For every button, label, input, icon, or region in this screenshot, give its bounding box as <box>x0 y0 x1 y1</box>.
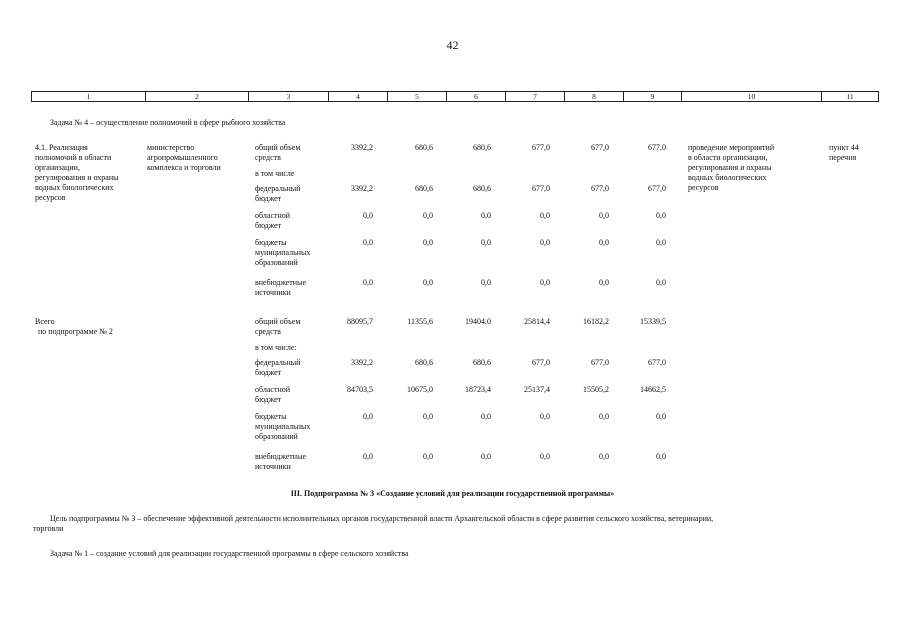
task4-row-5-value-1: 0,0 <box>363 238 373 247</box>
task4-row-6-value-5: 0,0 <box>599 278 609 287</box>
column-number-7: 7 <box>506 92 565 102</box>
task4-row-4-value-1: 0,0 <box>363 211 373 220</box>
task4-row-3-value-2: 680,6 <box>415 184 433 193</box>
column-number-3: 3 <box>249 92 329 102</box>
sub2-total-row-6-value-6: 0,0 <box>656 452 666 461</box>
subprogram3-title: III. Подпрограмма № 3 «Создание условий для реализации государственной программы» <box>290 489 615 498</box>
sub2-total-row-5-value-1: 0,0 <box>363 412 373 421</box>
sub2-total-row-3-label-line-1: федеральный <box>255 358 301 367</box>
column-number-4: 4 <box>329 92 388 102</box>
column-number-row <box>32 92 879 102</box>
column-number-5: 5 <box>388 92 447 102</box>
task4-row-5-value-2: 0,0 <box>423 238 433 247</box>
task4-row-4-value-3: 0,0 <box>481 211 491 220</box>
task4-row-1-value-5: 677,0 <box>591 143 609 152</box>
sub2-total-row-1-value-6: 15339,5 <box>640 317 666 326</box>
task4-row-1-label-line-2: средств <box>255 153 281 162</box>
sub2-total-row-3-value-6: 677,0 <box>648 358 666 367</box>
task4-row-1-value-1: 3392,2 <box>351 143 373 152</box>
sub2-total-row-5-value-3: 0,0 <box>481 412 491 421</box>
task4-result-line-2: в области организации, <box>688 153 768 162</box>
sub2-total-row-6-value-4: 0,0 <box>540 452 550 461</box>
task4-row-1-value-2: 680,6 <box>415 143 433 152</box>
task4-row-6-value-6: 0,0 <box>656 278 666 287</box>
sub2-total-row-3-value-1: 3392,2 <box>351 358 373 367</box>
task1-title: Задача № 1 – создание условий для реализации государственной программы в сфере сельского хозяйства <box>50 549 409 558</box>
sub2-total-row-5-value-6: 0,0 <box>656 412 666 421</box>
task4-row-5-value-5: 0,0 <box>599 238 609 247</box>
sub2-total-row-4-value-5: 15505,2 <box>583 385 609 394</box>
sub2-total-row-6-value-5: 0,0 <box>599 452 609 461</box>
sub2-total-row-1-value-1: 88095,7 <box>347 317 373 326</box>
task4-executor-line-1: министерство <box>147 143 195 152</box>
sub2-total-row-5-value-2: 0,0 <box>423 412 433 421</box>
task4-result-line-3: регулирования и охраны <box>688 163 772 172</box>
task4-row-6-label-line-2: источники <box>255 288 291 297</box>
task4-title: Задача № 4 – осуществление полномочий в сфере рыбного хозяйства <box>50 118 286 127</box>
column-number-6: 6 <box>447 92 506 102</box>
sub2-total-row-6-value-2: 0,0 <box>423 452 433 461</box>
sub2-total-row-6-label-line-1: внебюджетные <box>255 452 306 461</box>
task4-result-line-4: водных биологических <box>688 173 767 182</box>
task4-row-4-label-line-1: областной <box>255 211 291 220</box>
task4-result-line-5: ресурсов <box>688 183 719 192</box>
task4-row-6-value-1: 0,0 <box>363 278 373 287</box>
sub2-total-row-4-value-6: 14662,5 <box>640 385 666 394</box>
task4-row-1-value-4: 677,0 <box>532 143 550 152</box>
task4-row-3-value-4: 677,0 <box>532 184 550 193</box>
task4-row-2-label-line-1: в том числе <box>255 169 295 178</box>
task4-result-line-1: проведение мероприятий <box>688 143 775 152</box>
sub2-total-row-3-value-5: 677,0 <box>591 358 609 367</box>
task4-row-3-label-line-1: федеральный <box>255 184 301 193</box>
sub2-total-row-4-value-1: 84703,5 <box>347 385 373 394</box>
sub2-total-row-1-value-2: 11355,6 <box>407 317 433 326</box>
task4-name-line-6: ресурсов <box>35 193 66 202</box>
sub2-total-row-3-value-3: 680,6 <box>473 358 491 367</box>
sub2-total-row-3-value-4: 677,0 <box>532 358 550 367</box>
task4-row-5-label-line-1: бюджеты <box>255 238 287 247</box>
task4-row-4-value-5: 0,0 <box>599 211 609 220</box>
sub2-total-row-1-label-line-1: общий объем <box>255 317 301 326</box>
sub2-total-row-1-value-3: 19404,0 <box>465 317 491 326</box>
sub2-total-row-5-label-line-1: бюджеты <box>255 412 287 421</box>
sub2-total-row-4-label-line-2: бюджет <box>255 395 282 404</box>
page-number: 42 <box>446 38 459 52</box>
sub2-total-row-5-label-line-2: муниципальных <box>255 422 311 431</box>
task4-name-line-5: водных биологических <box>35 183 114 192</box>
sub2-total-row-6-label-line-2: источники <box>255 462 291 471</box>
task4-row-5-label-line-2: муниципальных <box>255 248 311 257</box>
sub2-total-row-5-value-4: 0,0 <box>540 412 550 421</box>
column-number-2: 2 <box>146 92 249 102</box>
task4-row-3-label-line-2: бюджет <box>255 194 282 203</box>
sub2-total-row-4-value-3: 18723,4 <box>465 385 491 394</box>
sub2-total-name-line-1: Всего <box>35 317 55 326</box>
column-number-10: 10 <box>682 92 822 102</box>
sub2-total-row-4-label-line-1: областной <box>255 385 291 394</box>
sub2-total-row-5-value-5: 0,0 <box>599 412 609 421</box>
task4-row-3-value-3: 680,6 <box>473 184 491 193</box>
task4-row-5-value-4: 0,0 <box>540 238 550 247</box>
sub2-total-row-1-label-line-2: средств <box>255 327 281 336</box>
sub2-total-row-1-value-4: 25814,4 <box>524 317 550 326</box>
sub2-total-row-6-value-1: 0,0 <box>363 452 373 461</box>
task4-name-line-2: полномочий в области <box>35 153 112 162</box>
task4-ref-line-2: перечня <box>829 153 857 162</box>
sub2-total-row-3-value-2: 680,6 <box>415 358 433 367</box>
task4-row-4-value-6: 0,0 <box>656 211 666 220</box>
column-header-table <box>31 91 879 102</box>
task4-row-3-value-1: 3392,2 <box>351 184 373 193</box>
task4-row-5-value-6: 0,0 <box>656 238 666 247</box>
task4-row-5-value-3: 0,0 <box>481 238 491 247</box>
column-number-8: 8 <box>565 92 624 102</box>
task4-row-5-label-line-3: образований <box>255 258 298 267</box>
sub2-total-row-1-value-5: 16182,2 <box>583 317 609 326</box>
task4-name-line-1: 4.1. Реализация <box>35 143 88 152</box>
task4-row-4-label-line-2: бюджет <box>255 221 282 230</box>
sub2-total-row-4-value-2: 10675,0 <box>407 385 433 394</box>
task4-row-4-value-4: 0,0 <box>540 211 550 220</box>
sub2-total-row-4-value-4: 25137,4 <box>524 385 550 394</box>
task4-executor-line-3: комплекса и торговли <box>147 163 221 172</box>
task4-row-6-value-4: 0,0 <box>540 278 550 287</box>
column-number-11: 11 <box>822 92 879 102</box>
goal-line-2: торговли <box>33 524 64 533</box>
task4-ref-line-1: пункт 44 <box>829 143 859 152</box>
sub2-total-row-2-label-line-1: в том числе: <box>255 343 297 352</box>
task4-name-line-3: организации, <box>35 163 80 172</box>
sub2-total-row-5-label-line-3: образований <box>255 432 298 441</box>
task4-executor-line-2: агропромышленного <box>147 153 218 162</box>
column-number-1: 1 <box>32 92 146 102</box>
sub2-total-row-6-value-3: 0,0 <box>481 452 491 461</box>
task4-row-3-value-5: 677,0 <box>591 184 609 193</box>
column-number-9: 9 <box>624 92 682 102</box>
task4-row-6-value-3: 0,0 <box>481 278 491 287</box>
task4-row-6-value-2: 0,0 <box>423 278 433 287</box>
sub2-total-name-line-2: по подпрограмме № 2 <box>38 327 113 336</box>
task4-row-1-value-3: 680,6 <box>473 143 491 152</box>
sub2-total-row-3-label-line-2: бюджет <box>255 368 282 377</box>
task4-row-1-label-line-1: общий объем <box>255 143 301 152</box>
goal-line-1: Цель подпрограммы № 3 – обеспечение эффективной деятельности исполнительных органов государственной власти Архангельской области в сфере развития сельского хозяйства, ветеринарии, <box>50 514 714 523</box>
task4-row-1-value-6: 677,0 <box>648 143 666 152</box>
task4-row-6-label-line-1: внебюджетные <box>255 278 306 287</box>
task4-row-4-value-2: 0,0 <box>423 211 433 220</box>
task4-name-line-4: регулирования и охраны <box>35 173 119 182</box>
task4-row-3-value-6: 677,0 <box>648 184 666 193</box>
